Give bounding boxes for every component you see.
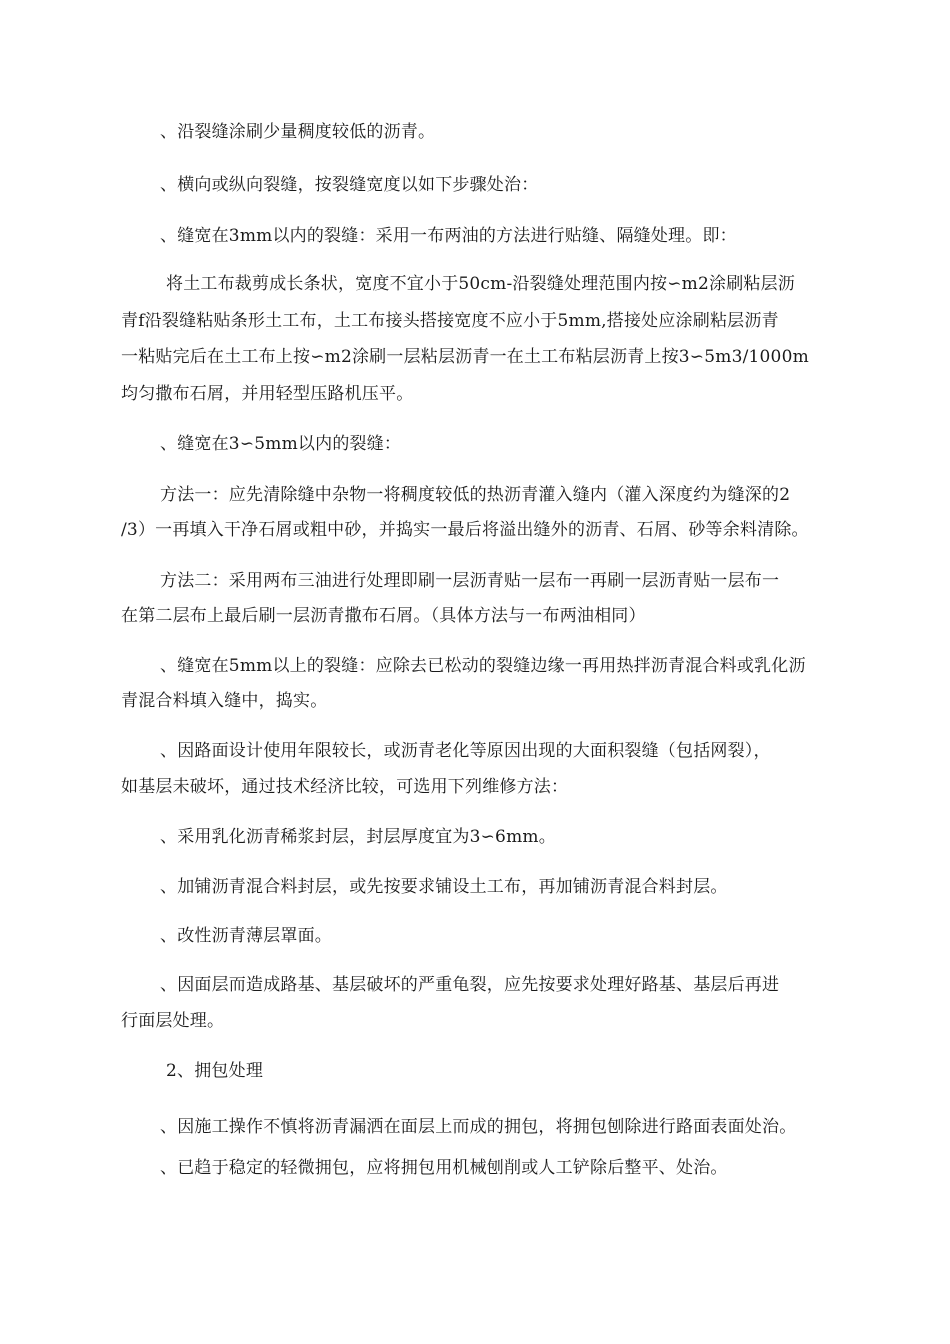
- text-line: 青f沿裂缝粘贴条形土工布，土工布接头搭接宽度不应小于5mm,搭接处应涂刷粘层沥青: [121, 311, 779, 331]
- text-line: 、横向或纵向裂缝，按裂缝宽度以如下步骤处治：: [160, 175, 539, 195]
- text-line: /3）一再填入干净石屑或粗中砂，并捣实一最后将溢出缝外的沥青、石屑、砂等余料清除。: [121, 520, 809, 540]
- text-line: 一粘贴完后在土工布上按∽m2涂刷一层粘层沥青一在土工布粘层沥青上按3∽5m3/1000m: [121, 347, 809, 367]
- text-line: 在第二层布上最后刷一层沥青撒布石屑。（具体方法与一布两油相同）: [121, 606, 646, 626]
- text-line: 、缝宽在5mm以上的裂缝：应除去已松动的裂缝边缘一再用热拌沥青混合料或乳化沥: [160, 656, 806, 676]
- text-line: 将土工布裁剪成长条状，宽度不宜小于50cm-沿裂缝处理范围内按∽m2涂刷粘层沥: [166, 274, 795, 294]
- text-line: 均匀撒布石屑，并用轻型压路机压平。: [121, 384, 414, 404]
- text-line: 、因施工操作不慎将沥青漏洒在面层上而成的拥包，将拥包刨除进行路面表面处治。: [160, 1117, 797, 1137]
- text-line: 、缝宽在3mm以内的裂缝：采用一布两油的方法进行贴缝、隔缝处理。即：: [160, 226, 737, 246]
- text-line: 方法二：采用两布三油进行处理即刷一层沥青贴一层布一再刷一层沥青贴一层布一: [160, 571, 780, 591]
- section-heading: 2、拥包处理: [166, 1061, 264, 1081]
- text-line: 行面层处理。: [121, 1011, 225, 1031]
- text-line: 青混合料填入缝中，捣实。: [121, 691, 328, 711]
- text-line: 如基层未破坏，通过技术经济比较，可选用下列维修方法：: [121, 777, 569, 797]
- text-line: 、改性沥青薄层罩面。: [160, 926, 332, 946]
- text-line: 方法一：应先清除缝中杂物一将稠度较低的热沥青灌入缝内（灌入深度约为缝深的2: [160, 485, 791, 505]
- text-line: 、缝宽在3∽5mm以内的裂缝：: [160, 434, 402, 454]
- text-line: 、加铺沥青混合料封层，或先按要求铺设土工布，再加铺沥青混合料封层。: [160, 877, 728, 897]
- text-line: 、因路面设计使用年限较长，或沥青老化等原因出现的大面积裂缝（包括网裂），: [160, 741, 771, 761]
- text-line: 、沿裂缝涂刷少量稠度较低的沥青。: [160, 122, 436, 142]
- text-line: 、因面层而造成路基、基层破坏的严重龟裂，应先按要求处理好路基、基层后再进: [160, 975, 780, 995]
- text-line: 、采用乳化沥青稀浆封层，封层厚度宜为3∽6mm。: [160, 827, 556, 847]
- text-line: 、已趋于稳定的轻微拥包，应将拥包用机械刨削或人工铲除后整平、处治。: [160, 1158, 728, 1178]
